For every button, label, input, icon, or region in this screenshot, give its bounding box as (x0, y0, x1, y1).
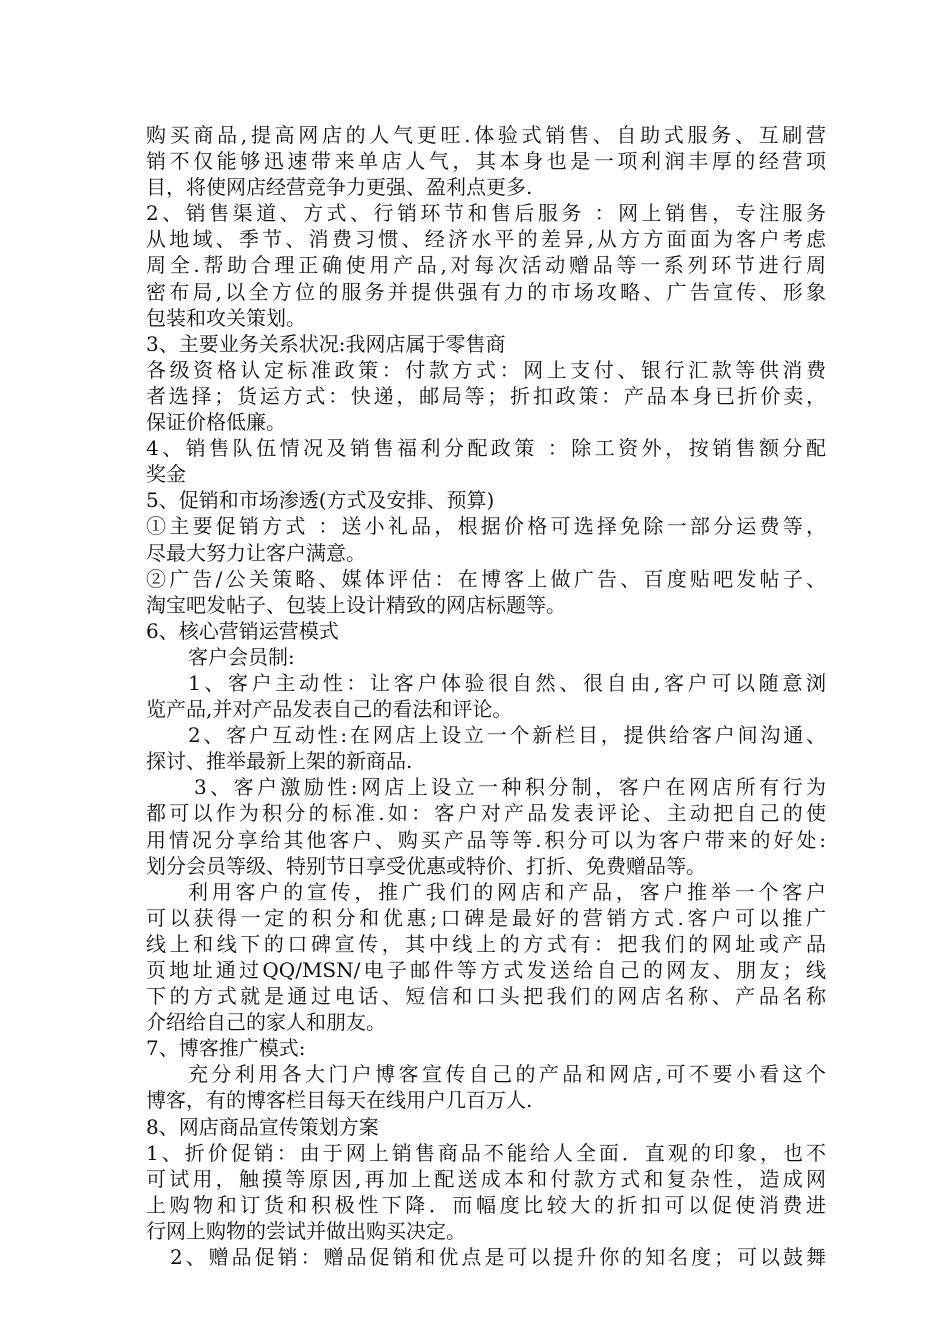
text-line: 览产品,并对产品发表自己的看法和评论。 (146, 697, 513, 722)
section-8-heading: 8、网店商品宣传策划方案 (146, 1114, 379, 1139)
text-line: 可试用，触摸等原因,再加上配送成本和付款方式和复杂性，造成网 (146, 1166, 826, 1191)
text-line: 淘宝吧发帖子、包装上设计精致的网店标题等。 (146, 592, 566, 617)
text-line: 划分会员等级、特别节日享受优惠或特价、打折、免费赠品等。 (146, 853, 706, 878)
text-line: 购买商品,提高网店的人气更旺.体验式销售、自助式服务、互刷营 (146, 123, 826, 147)
text-line: 探讨、推举最新上架的新商品. (146, 749, 413, 774)
text-line: 密布局,以全方位的服务并提供强有力的市场攻略、广告宣传、形象 (146, 279, 826, 304)
text-line: 可以获得一定的积分和优惠;口碑是最好的营销方式.客户可以推广 (146, 905, 826, 930)
text-line: 2、赠品促销：赠品促销和优点是可以提升你的知名度；可以鼓舞 (170, 1245, 826, 1270)
text-line: 用情况分享给其他客户、购买产品等等.积分可以为客户带来的好处: (146, 827, 826, 852)
section-6-heading: 6、核心营销运营模式 (146, 618, 339, 643)
document-body (146, 122, 826, 1270)
text-line: 利用客户的宣传，推广我们的网店和产品，客户推举一个客户 (188, 879, 826, 904)
text-line: 博客，有的博客栏目每天在线用户几百万人. (146, 1088, 533, 1113)
text-line: 从地域、季节、消费习惯、经济水平的差异,从方方面面为客户考虑 (146, 227, 826, 252)
text-line: 销不仅能够迅速带来单店人气，其本身也是一项利润丰厚的经营项 (146, 149, 826, 174)
text-line: 目，将使网店经营竞争力更强、盈利点更多. (146, 175, 533, 200)
section-2-heading: 2、销售渠道、方式、行销环节和售后服务 ：网上销售，专注服务 (146, 201, 826, 226)
text-line: 线上和线下的口碑宣传，其中线上的方式有：把我们的网址或产品 (146, 931, 826, 956)
text-line: 周全.帮助合理正确使用产品,对每次活动赠品等一系列环节进行周 (146, 253, 826, 278)
section-5-heading: 5、促销和市场渗透(方式及安排、预算) (146, 488, 495, 513)
text-line: 保证价格低廉。 (146, 410, 286, 435)
section-3-heading: 3、主要业务关系状况:我网店属于零售商 (146, 331, 506, 356)
subheading-membership: 客户会员制: (188, 644, 295, 669)
text-line: 介绍给自己的家人和朋友。 (146, 1010, 386, 1035)
text-line: 充分利用各大门户博客宣传自己的产品和网店,可不要小看这个 (188, 1062, 826, 1087)
text-line: 尽最大努力让客户满意。 (146, 540, 366, 565)
text-line: 1、客户主动性：让客户体验很自然、很自由,客户可以随意浏 (188, 670, 826, 695)
text-line: 3、客户激励性:网店上设立一种积分制，客户在网店所有行为 (194, 775, 826, 800)
list-item-2: ②广告/公关策略、媒体评估：在博客上做广告、百度贴吧发帖子、 (146, 566, 826, 591)
section-4-heading: 4、销售队伍情况及销售福利分配政策 ：除工资外，按销售额分配 (146, 436, 826, 461)
text-line: 下的方式就是通过电话、短信和口头把我们的网店名称、产品名称 (146, 984, 826, 1009)
text-line: 者选择；货运方式：快递，邮局等；折扣政策：产品本身已折价卖， (146, 383, 826, 408)
section-7-heading: 7、博客推广模式: (146, 1036, 306, 1061)
text-line: 各级资格认定标准政策：付款方式：网上支付、银行汇款等供消费 (146, 357, 826, 382)
text-line: 奖金 (146, 462, 186, 487)
text-line: 1、折价促销：由于网上销售商品不能给人全面．直观的印象，也不 (146, 1140, 826, 1165)
text-line: 页地址通过QQ/MSN/电子邮件等方式发送给自己的网友、朋友；线 (146, 958, 826, 982)
text-line: 都可以作为积分的标准.如：客户对产品发表评论、主动把自己的使 (146, 801, 826, 826)
text-line: 行网上购物的尝试并做出购买决定。 (146, 1218, 466, 1243)
list-item-1: ①主要促销方式 ：送小礼品，根据价格可选择免除一部分运费等， (146, 514, 826, 539)
text-line: 包装和攻关策划。 (146, 305, 306, 330)
text-line: 2、客户互动性:在网店上设立一个新栏目，提供给客户间沟通、 (188, 723, 826, 748)
text-line: 上购物和订货和积极性下降．而幅度比较大的折扣可以促使消费进 (146, 1192, 826, 1217)
